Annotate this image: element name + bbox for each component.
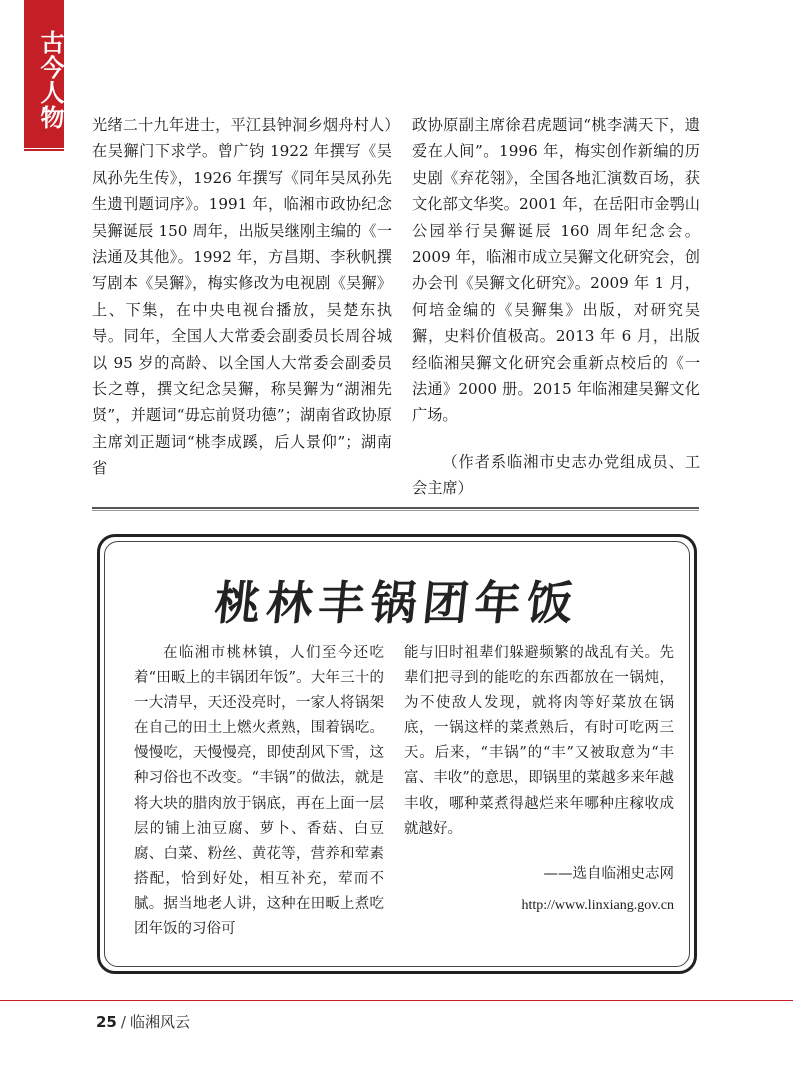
sidebar-source: ——选自临湘史志网 bbox=[543, 865, 674, 882]
article-right-text: 政协原副主席徐君虎题词“桃李满天下，遗爱在人间”。1996 年，梅实创作新编的历史剧《弃花翎》，全国各地汇演数百场，获文化部文华奖。2001 年，在岳阳市金鹗山公园举行吴獬诞辰 160 周年纪念会。2009 年，临湘市成立吴獬文化研究会，创办会刊《吴獬文化研究》。2009 年 1 月，何培金编的《吴獬集》出版，对研究吴獬，史料价值极高。2013 年 6 月，出版经临湘吴獬文化研究会重新点校后的《一法通》2000 册。2015 年临湘建吴獬文化广场。 bbox=[412, 116, 700, 425]
sidebar-right-column bbox=[404, 641, 674, 918]
sidebar-title: 桃林丰锅团年饭 bbox=[211, 576, 582, 630]
sidebar-left-text: 在临湘市桃林镇，人们至今还吃着“田畈上的丰锅团年饭”。大年三十的一大清早，天还没亮时，一家人将锅架在自己的田土上燃火煮熟，围着锅吃。慢慢吃，天慢慢亮，即使刮风下雪，这种习俗也不改变。“丰锅”的做法，就是将大块的腊肉放于锅底，再在上面一层层的铺上油豆腐、萝卜、香菇、白豆腐、白菜、粉丝、黄花等，营养和荤素搭配，恰到好处，相互补充，荤而不腻。据当地老人讲，这种在田畈上煮吃团年饭的习俗可 bbox=[134, 645, 384, 938]
footer-rule bbox=[0, 1000, 793, 1001]
article-left-text: 光绪二十九年进士，平江县钟洞乡烟舟村人）在吴獬门下求学。曾广钧 1922 年撰写《吴凤孙先生传》，1926 年撰写《同年吴凤孙先生遗刊题词序》。1991 年，临湘市政协纪念吴獬诞辰 150 周年，出版吴继刚主编的《一法通及其他》。1992 年，方昌期、李秋帆撰写剧本《吴獬》，梅实修改为电视剧《吴獬》上、下集，在中央电视台播放，吴楚东执导。同年，全国人大常委会副委员长周谷城以 95 岁的高龄、以全国人大常委会副委员长之尊，撰文纪念吴獬，称吴獬为“湖湘先贤”，并题词“毋忘前贤功德”；湖南省政协原主席刘正题词“桃李成蹊，后人景仰”；湖南省 bbox=[92, 116, 392, 478]
author-note: （作者系临湘市史志办党组成员、工会主席） bbox=[412, 452, 700, 498]
section-divider-secondary bbox=[92, 510, 699, 511]
article-left-column bbox=[92, 112, 392, 482]
sidebar-box bbox=[97, 534, 697, 974]
page-footer bbox=[96, 1011, 190, 1032]
sidebar-left-column bbox=[134, 641, 384, 942]
section-tab-underline bbox=[24, 149, 64, 151]
sidebar-source-url: http://www.linxiang.gov.cn bbox=[521, 897, 674, 913]
footer-separator: / bbox=[120, 1013, 126, 1031]
sidebar-right-text: 能与旧时祖辈们躲避频繁的战乱有关。先辈们把寻到的能吃的东西都放在一锅炖，为不使敌人发现，就将肉等好菜放在锅底，一锅这样的菜煮熟后，有时可吃两三天。后来，“丰锅”的“丰”又被取意为“丰富、丰收”的意思，即锅里的菜越多来年越丰收，哪种菜煮得越烂来年哪种庄稼收成就越好。 bbox=[404, 645, 674, 837]
section-divider bbox=[92, 507, 699, 509]
section-tab bbox=[24, 0, 64, 148]
section-tab-label: 古今人物 bbox=[36, 30, 65, 130]
page-number: 25 bbox=[96, 1013, 117, 1031]
publication-name: 临湘风云 bbox=[129, 1013, 190, 1031]
article-right-column bbox=[412, 112, 700, 502]
